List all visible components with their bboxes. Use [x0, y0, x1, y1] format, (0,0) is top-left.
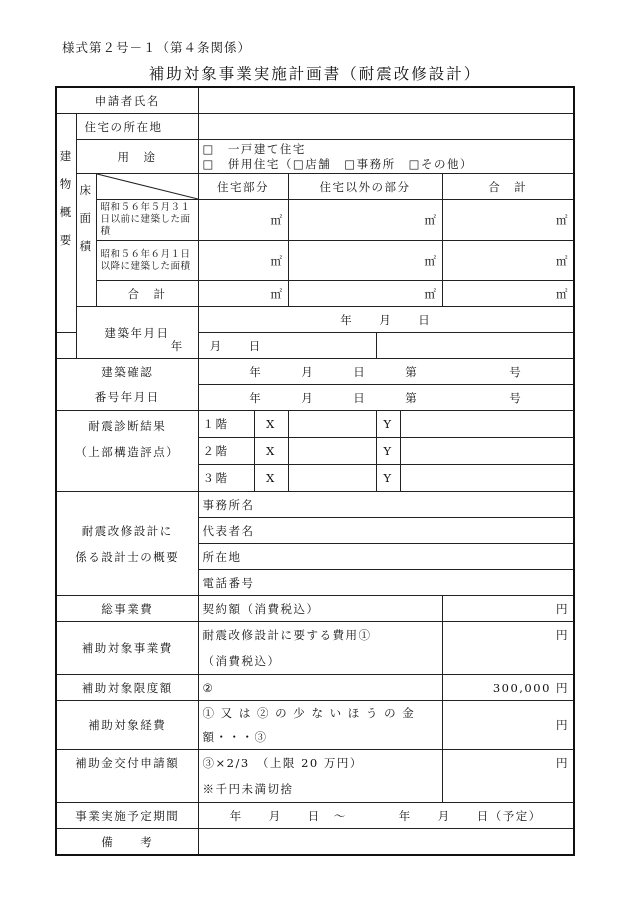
office-field[interactable]: 事務所名 — [198, 492, 574, 518]
confirm-field-2[interactable]: 年 月 日 第 号 — [198, 385, 574, 411]
floor-1-y-label: Y — [376, 411, 400, 438]
floor-2-x-label: X — [254, 438, 288, 465]
address-field[interactable] — [198, 114, 574, 140]
floor-2-label: ２階 — [198, 438, 254, 465]
before-s56-nonresidence[interactable]: ㎡ — [288, 200, 442, 241]
limit-mark: ② — [198, 675, 442, 701]
col-total: 合 計 — [442, 174, 574, 200]
floor-3-x-label: X — [254, 465, 288, 492]
building-overview-label: 建物概要 — [56, 114, 76, 333]
grant-text: ③×2/3 （上限 20 万円） ※千円未満切捨 — [198, 750, 442, 803]
subtotal-residence[interactable]: ㎡ — [198, 281, 288, 307]
subsidy-cost-label: 補助対象事業費 — [56, 622, 198, 675]
address-label: 住宅の所在地 — [76, 114, 198, 140]
application-form-table — [55, 86, 575, 856]
expense-text: ① 又 は ② の 少 な い ほ う の 金 額・・・③ — [198, 701, 442, 750]
usage-options[interactable] — [198, 140, 574, 174]
period-label: 事業実施予定期間 — [56, 803, 198, 829]
floor-area-label: 床面積 — [76, 174, 96, 307]
after-s56-nonresidence[interactable]: ㎡ — [288, 241, 442, 281]
before-s56-total[interactable]: ㎡ — [442, 200, 574, 241]
floor-2-y-field[interactable] — [400, 438, 574, 465]
diagnosis-label: 耐震診断結果 （上部構造評点） — [56, 411, 198, 492]
designer-label: 耐震改修設計に 係る設計士の概要 — [56, 492, 198, 596]
after-s56-residence[interactable]: ㎡ — [198, 241, 288, 281]
floor-1-x-field[interactable] — [288, 411, 376, 438]
representative-field[interactable]: 代表者名 — [198, 518, 574, 544]
build-date-field-1[interactable]: 年 月 日 — [198, 307, 574, 333]
diagonal-header-cell — [96, 174, 198, 200]
build-date-label: 建築年月日 — [76, 307, 198, 359]
remarks-field[interactable] — [198, 829, 574, 856]
usage-option-mixed[interactable]: □ 併用住宅（□店舗 □事務所 □その他） — [202, 156, 473, 171]
phone-field[interactable]: 電話番号 — [198, 570, 574, 596]
contract-label: 契約額（消費税込） — [198, 596, 442, 622]
form-number: 様式第２号－１（第４条関係） — [62, 40, 252, 55]
before-s56-label: 昭和５６年５月３１日以前に建築した面積 — [96, 200, 198, 241]
grant-label: 補助金交付申請額 — [56, 750, 198, 803]
after-s56-total[interactable]: ㎡ — [442, 241, 574, 281]
floor-2-y-label: Y — [376, 438, 400, 465]
total-cost-field[interactable]: 円 — [442, 596, 574, 622]
subsidy-cost-field[interactable]: 円 — [442, 622, 574, 675]
col-nonresidence: 住宅以外の部分 — [288, 174, 442, 200]
limit-value: 300,000 円 — [442, 675, 574, 701]
grant-field[interactable]: 円 — [442, 750, 574, 803]
confirm-label-1: 建築確認 — [56, 359, 198, 385]
confirm-field-1[interactable]: 年 月 日 第 号 — [198, 359, 574, 385]
build-date-field-2[interactable]: 年 月 日 — [56, 333, 376, 359]
floor-3-y-field[interactable] — [400, 465, 574, 492]
floor-3-label: ３階 — [198, 465, 254, 492]
subtotal-nonresidence[interactable]: ㎡ — [288, 281, 442, 307]
confirm-label-2: 番号年月日 — [56, 385, 198, 411]
limit-label: 補助対象限度額 — [56, 675, 198, 701]
period-field[interactable]: 年 月 日 〜 年 月 日（予定） — [198, 803, 574, 829]
location-field[interactable]: 所在地 — [198, 544, 574, 570]
expense-field[interactable]: 円 — [442, 701, 574, 750]
total-cost-label: 総事業費 — [56, 596, 198, 622]
applicant-field[interactable] — [198, 87, 574, 114]
before-s56-residence[interactable]: ㎡ — [198, 200, 288, 241]
usage-option-detached[interactable]: □ 一戸建て住宅 — [202, 141, 306, 156]
after-s56-label: 昭和５６年６月１日以降に建築した面積 — [96, 241, 198, 281]
subtotal-total[interactable]: ㎡ — [442, 281, 574, 307]
floor-3-x-field[interactable] — [288, 465, 376, 492]
subtotal-label: 合 計 — [96, 281, 198, 307]
expense-label: 補助対象経費 — [56, 701, 198, 750]
design-cost-label: 耐震改修設計に要する費用① （消費税込） — [198, 622, 442, 675]
floor-1-y-field[interactable] — [400, 411, 574, 438]
floor-1-label: １階 — [198, 411, 254, 438]
applicant-label: 申請者氏名 — [56, 87, 198, 114]
floor-3-y-label: Y — [376, 465, 400, 492]
floor-2-x-field[interactable] — [288, 438, 376, 465]
floor-1-x-label: X — [254, 411, 288, 438]
col-residence: 住宅部分 — [198, 174, 288, 200]
usage-label: 用 途 — [76, 140, 198, 174]
remarks-label: 備 考 — [56, 829, 198, 856]
page-title: 補助対象事業実施計画書（耐震改修設計） — [148, 65, 482, 83]
